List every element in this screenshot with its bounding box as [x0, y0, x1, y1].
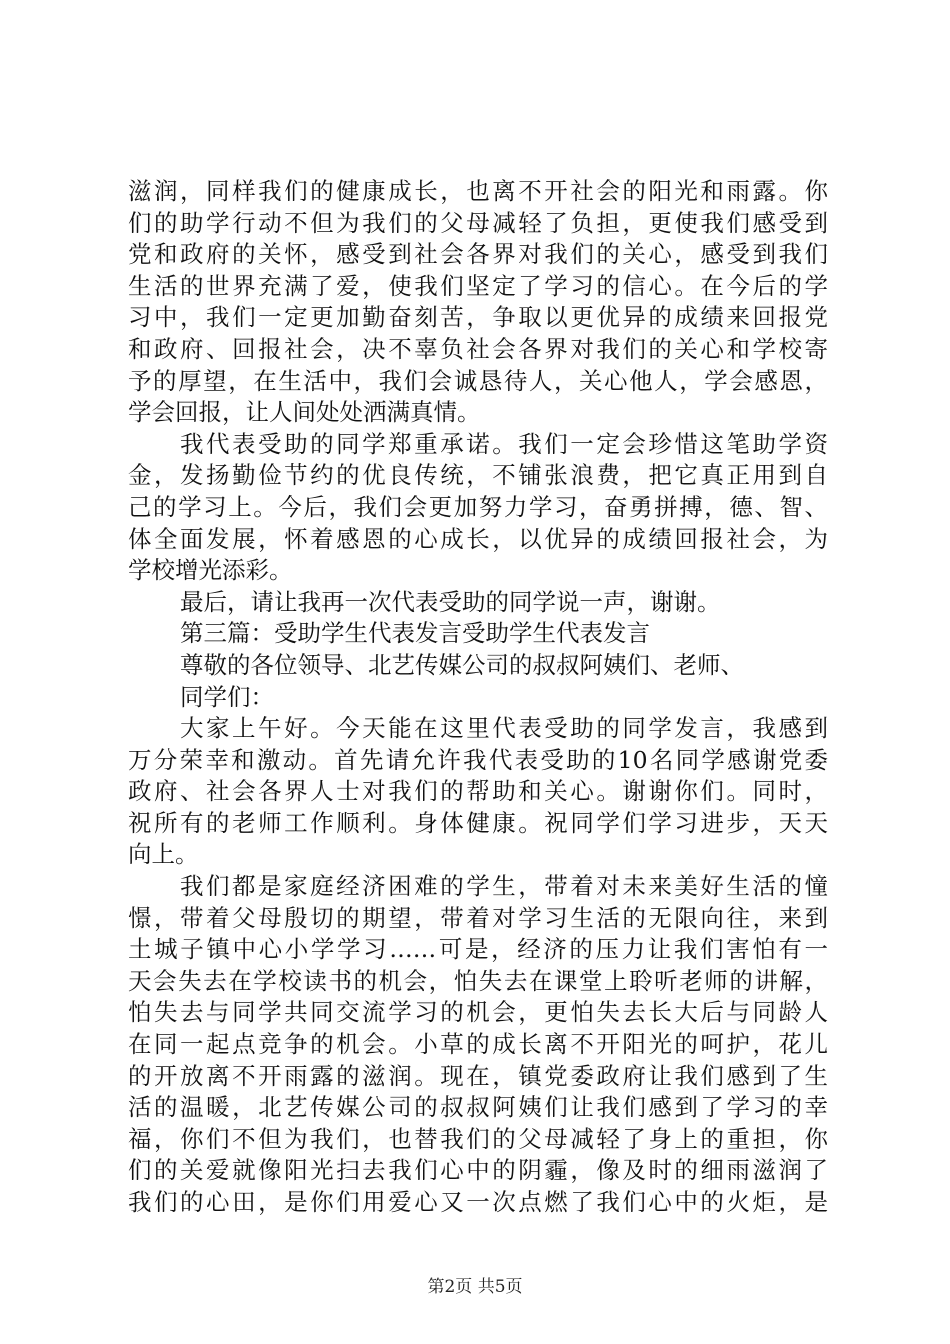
text-line: 天会失去在学校读书的机会，怕失去在课堂上聆听老师的讲解，	[128, 966, 828, 995]
text-line: 金，发扬勤俭节约的优良传统，不铺张浪费，把它真正用到自	[128, 461, 828, 490]
text-line: 的开放离不开雨露的滋润。现在，镇党委政府让我们感到了生	[128, 1061, 828, 1090]
text-line: 活的温暖，北艺传媒公司的叔叔阿姨们让我们感到了学习的幸	[128, 1093, 828, 1122]
text-line: 最后，请让我再一次代表受助的同学说一声，谢谢。	[180, 587, 721, 616]
text-line: 祝所有的老师工作顺利。身体健康。祝同学们学习进步，天天	[128, 808, 828, 837]
text-line: 们的助学行动不但为我们的父母减轻了负担，更使我们感受到	[128, 208, 828, 237]
text-line: 憬，带着父母殷切的期望，带着对学习生活的无限向往，来到	[128, 903, 828, 932]
text-line: 我们都是家庭经济困难的学生，带着对未来美好生活的憧	[180, 872, 828, 901]
text-line: 予的厚望，在生活中，我们会诚恳待人，关心他人，学会感恩，	[128, 366, 828, 395]
text-line: 习中，我们一定更加勤奋刻苦，争取以更优异的成绩来回报党	[128, 303, 828, 332]
text-line: 我代表受助的同学郑重承诺。我们一定会珍惜这笔助学资	[180, 429, 828, 458]
text-line: 福，你们不但为我们，也替我们的父母减轻了身上的重担，你	[128, 1124, 828, 1153]
text-line: 学校增光添彩。	[128, 556, 293, 585]
text-line: 同学们：	[180, 682, 274, 711]
text-line: 己的学习上。今后，我们会更加努力学习，奋勇拼搏，德、智、	[128, 492, 828, 521]
text-line: 土城子镇中心小学学习……可是，经济的压力让我们害怕有一	[128, 935, 828, 964]
text-line: 滋润，同样我们的健康成长，也离不开社会的阳光和雨露。你	[128, 177, 828, 205]
text-line: 和政府、回报社会，决不辜负社会各界对我们的关心和学校寄	[128, 334, 828, 363]
text-line: 尊敬的各位领导、北艺传媒公司的叔叔阿姨们、老师、	[180, 650, 744, 679]
text-line: 向上。	[128, 840, 199, 869]
text-line: 政府、社会各界人士对我们的帮助和关心。谢谢你们。同时，	[128, 777, 828, 806]
text-line: 体全面发展，怀着感恩的心成长，以优异的成绩回报社会，为	[128, 524, 828, 553]
text-line: 学会回报，让人间处处洒满真情。	[128, 398, 481, 427]
text-line: 第三篇：受助学生代表发言受助学生代表发言	[180, 619, 650, 648]
text-line: 大家上午好。今天能在这里代表受助的同学发言，我感到	[180, 714, 828, 743]
text-line: 生活的世界充满了爱，使我们坚定了学习的信心。在今后的学	[128, 271, 828, 300]
text-line: 们的关爱就像阳光扫去我们心中的阴霾，像及时的细雨滋润了	[128, 1156, 828, 1185]
text-line: 党和政府的关怀，感受到社会各界对我们的关心，感受到我们	[128, 240, 828, 269]
text-line: 怕失去与同学共同交流学习的机会，更怕失去长大后与同龄人	[128, 998, 828, 1027]
text-line: 在同一起点竞争的机会。小草的成长离不开阳光的呵护，花儿	[128, 1030, 828, 1059]
text-line: 万分荣幸和激动。首先请允许我代表受助的10名同学感谢党委	[128, 745, 828, 774]
page-number-footer: 第2页 共5页	[427, 1277, 523, 1297]
text-line: 我们的心田，是你们用爱心又一次点燃了我们心中的火炬，是	[128, 1188, 828, 1216]
body-text	[128, 176, 828, 1219]
